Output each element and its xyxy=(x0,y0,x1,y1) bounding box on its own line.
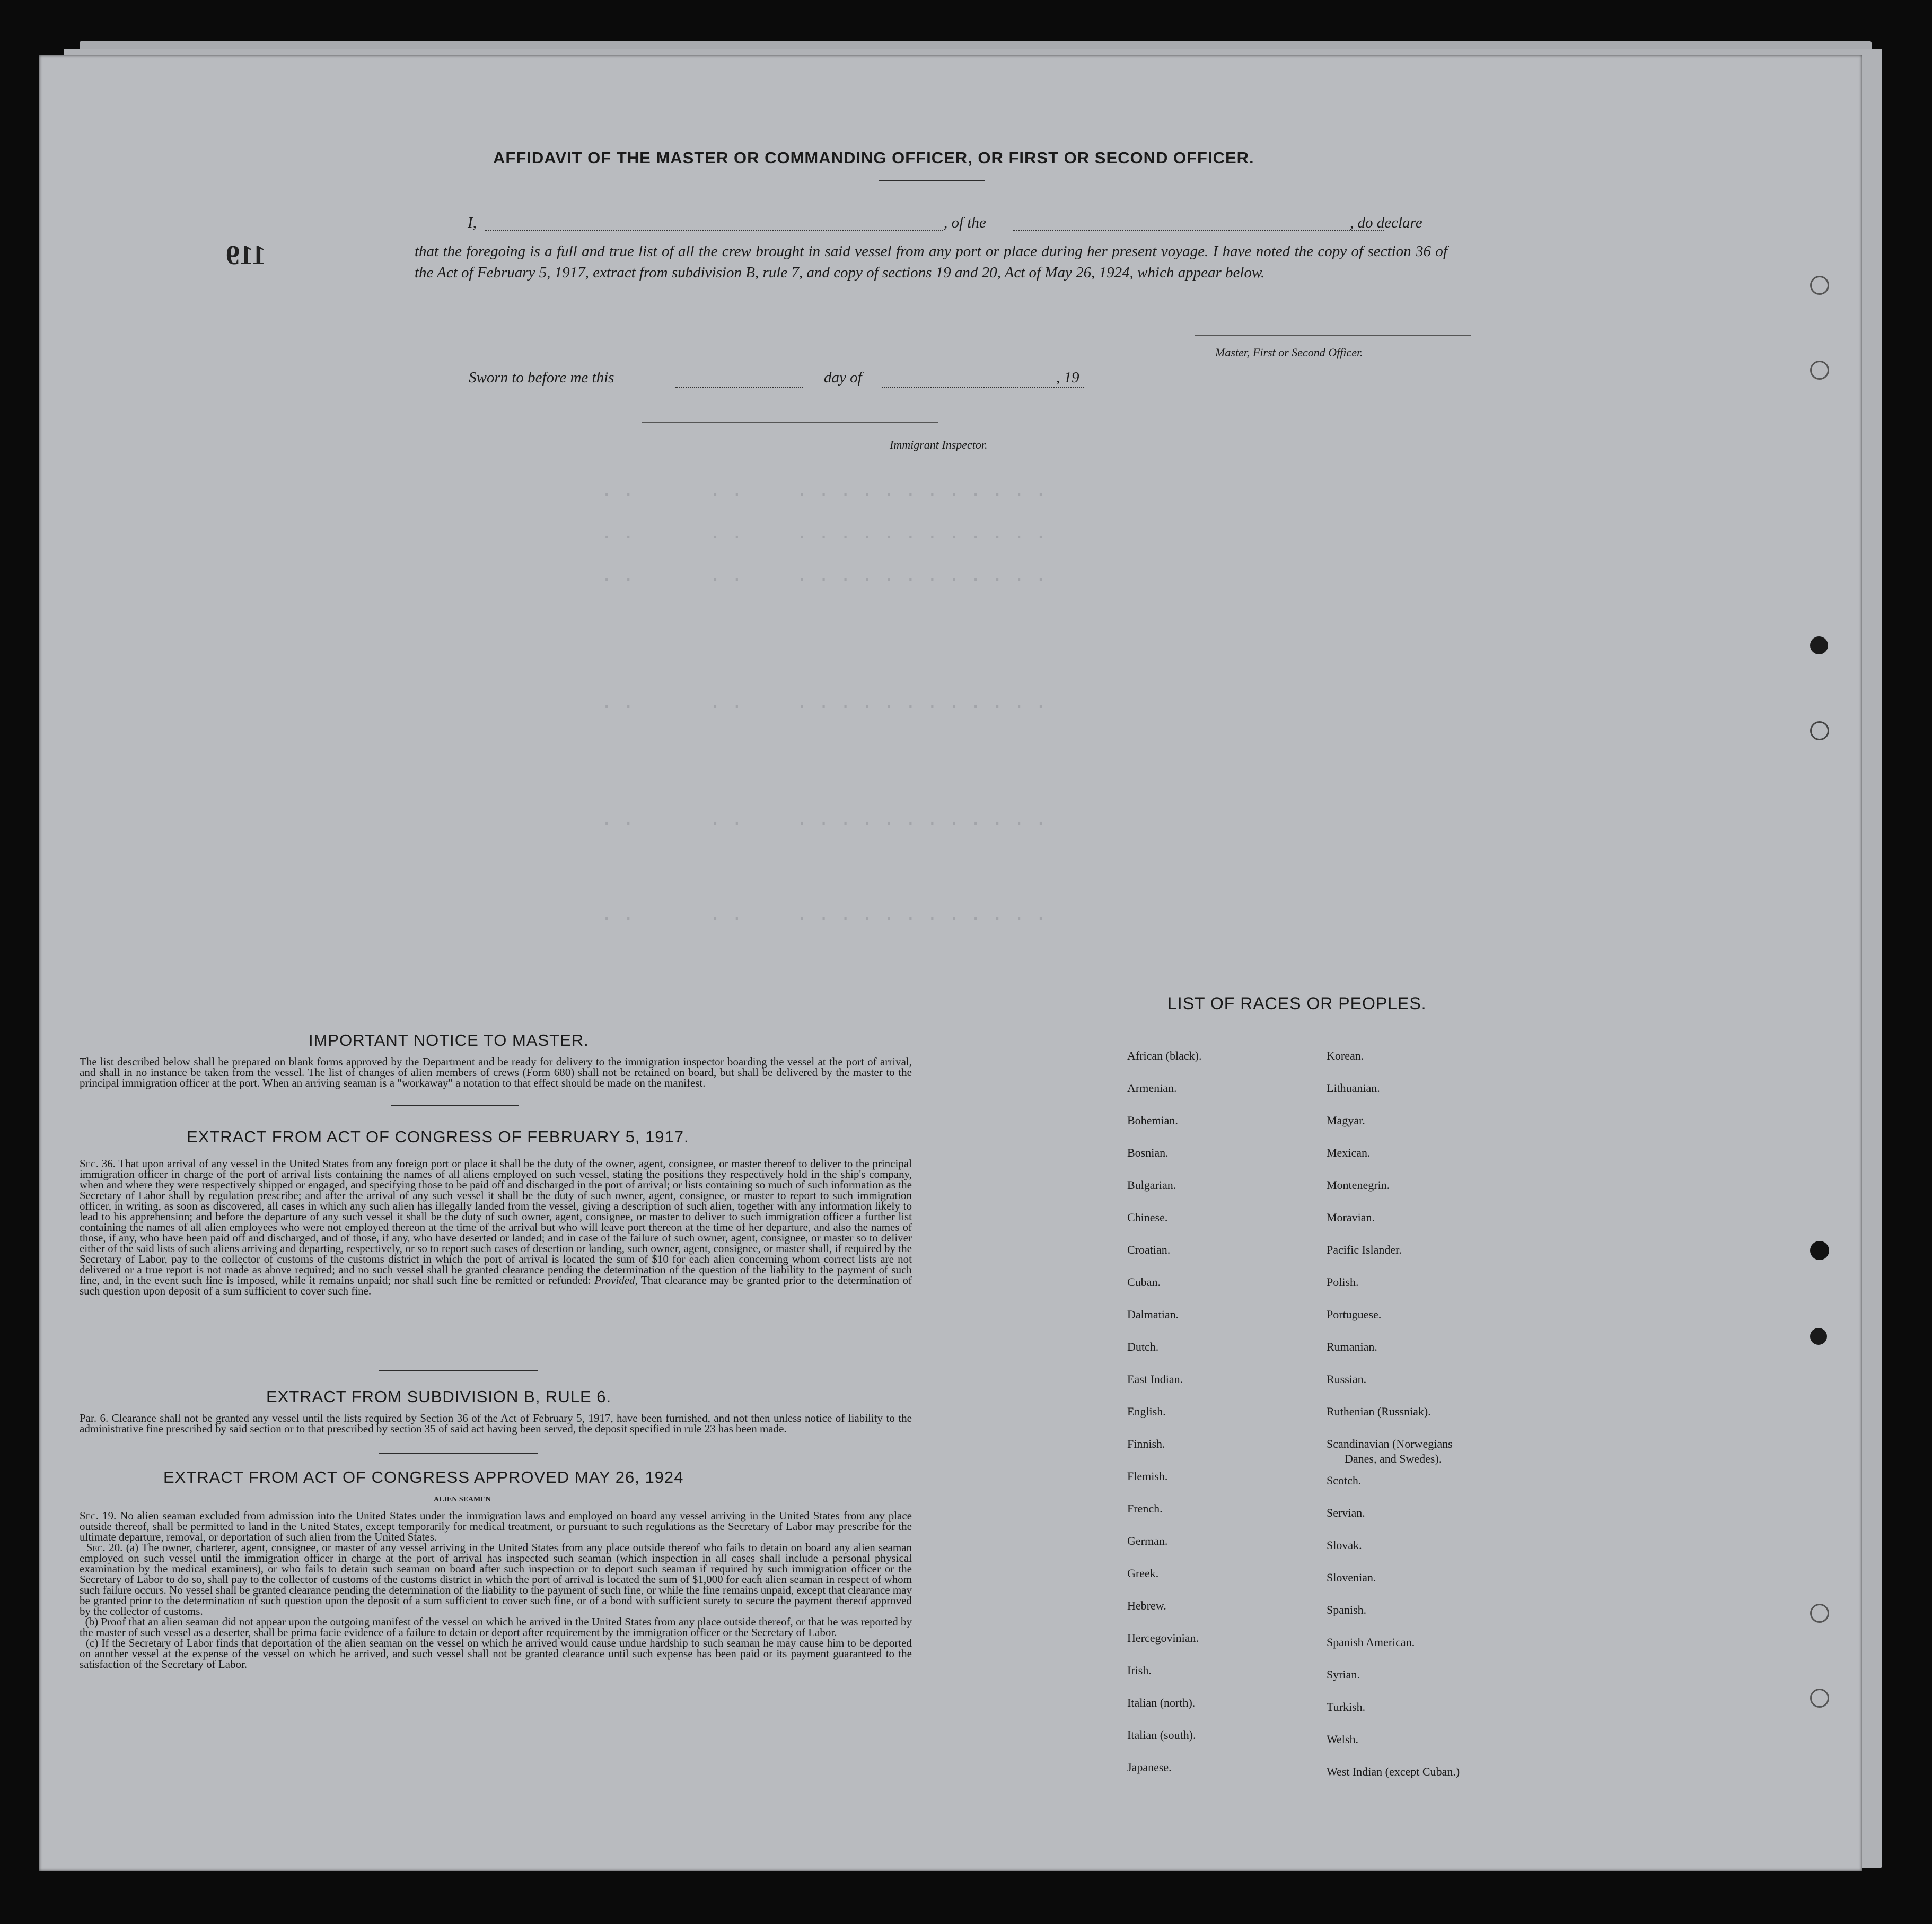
sworn-text: Sworn to before me this xyxy=(469,369,614,386)
binding-hole xyxy=(1810,1604,1829,1623)
race-item: Italian (north). xyxy=(1127,1696,1196,1709)
race-item: Bosnian. xyxy=(1127,1146,1169,1159)
divider xyxy=(379,1370,538,1371)
name-blank[interactable] xyxy=(485,230,943,231)
race-item: Moravian. xyxy=(1327,1211,1375,1224)
race-item: West Indian (except Cuban.) xyxy=(1327,1765,1460,1778)
race-item: Bohemian. xyxy=(1127,1114,1178,1127)
race-item: Spanish. xyxy=(1327,1603,1367,1616)
extract-1924-text xyxy=(80,1510,912,1669)
day-of-text: day of xyxy=(824,369,862,386)
rule-6-heading: EXTRACT FROM SUBDIVISION B, RULE 6. xyxy=(266,1387,612,1406)
race-item: Croatian. xyxy=(1127,1243,1171,1256)
race-item: French. xyxy=(1127,1502,1163,1515)
binding-hole xyxy=(1810,1689,1829,1708)
month-blank[interactable] xyxy=(882,387,1084,388)
sec-20-label: Sec. 20. xyxy=(86,1541,123,1554)
race-item: Servian. xyxy=(1327,1506,1365,1519)
race-item: Rumanian. xyxy=(1327,1340,1377,1353)
race-item: Spanish American. xyxy=(1327,1636,1415,1649)
extract-1917-heading: EXTRACT FROM ACT OF CONGRESS OF FEBRUARY 5, 1917. xyxy=(187,1127,689,1146)
race-item: Italian (south). xyxy=(1127,1728,1196,1742)
race-item: Dutch. xyxy=(1127,1340,1159,1353)
proviso-label: Provided, xyxy=(594,1274,638,1287)
race-item: Russian. xyxy=(1327,1372,1367,1386)
race-item: Slovak. xyxy=(1327,1538,1362,1552)
race-item: Bulgarian. xyxy=(1127,1178,1176,1192)
signature-caption: Master, First or Second Officer. xyxy=(1215,346,1363,359)
binding-hole xyxy=(1810,276,1829,295)
race-item: Pacific Islander. xyxy=(1327,1243,1402,1256)
notice-text: The list described below shall be prepared on blank forms approved by the Department and be ready for delivery to the immigration inspector boarding the vessel at the port of arrival, and shall in no instance be taken from the vessel. The list of changes of alien members of crews (Form 680) shall not be retained on board, but shall be delivered by the master to the principal immigration officer at the port. When an arriving seaman is a "workaway" a notation to that effect should be made on the manifest. xyxy=(80,1055,912,1089)
affidavit-of-the: , of the xyxy=(944,214,986,231)
affidavit-body: that the foregoing is a full and true list of all the crew brought in said vessel from any port or place during her present voyage. I have noted the copy of section 36 of the Act of February 5, 1917, extract from subdivision B, rule 7, and copy of sections 19 and 20, Act of May 26, 1924, which appear below. xyxy=(415,243,1447,281)
affidavit-declare: , do declare xyxy=(1350,214,1422,231)
sec-19-label: Sec. 19. xyxy=(80,1509,117,1522)
sec-36-label: Sec. 36. xyxy=(80,1157,116,1170)
year-text: , 19 xyxy=(1056,369,1079,386)
race-item: Ruthenian (Russniak). xyxy=(1327,1405,1431,1418)
document-page: . . . . . . . . . . . . . . . . . . . . . . . . . . . . . . . . . . . . . . . . . . . . . . . . . . . . . . . . . . . . . . . . . . . . . . . . . . . . . . . . . . . . . . . . . . . . . . . . AFFIDAVIT OF THE MASTER OR COMMANDING OFFICER, OR FIRST OR SECOND OFFICER. 119 I, , of the , do declare that the foregoing is a full and true list of all the crew brought in said vessel from any port or place during her present voyage. I have noted the copy of section 36 of the Act of February 5, 1917, extract from subdivision B, rule 7, and copy of sections 19 and 20, Act of May 26, 1924, which appear below. Master, First or Second Officer. Sworn to before me this day of , 19 Immigrant Inspector. IMPORTANT NOTICE TO MASTER. The list described below shall be prepared on blank forms approved by the Department and be ready for delivery to the immigration inspector boarding the vessel at the port of arrival, and shall in no instance be taken from the vessel. The list of changes of alien members of crews (Form 680) shall not be retained on board, but shall be delivered by the master to the principal immigration officer at the port. When an arriving seaman is a "workaway" a notation to that effect should be made on the manifest. EXTRACT FROM ACT OF CONGRESS OF FEBRUARY 5, 1917. Sec. 36. That upon arrival of any vessel in the United States from any foreign port or place it shall be the duty of the owner, agent, consignee, or master thereof to deliver to the principal immigration officer in charge of the port of arrival lists containing the names of all aliens employed on such vessel, stating the positions they respectively hold in the ship's company, when and where they were respectively shipped or engaged, and specifying those to be paid off and discharged in the port of arrival; or lists containing so much of such information as the Secretary of Labor shall by regulation prescribe; and after the arrival of any such vessel it shall be the duty of such owner, agent, consignee, or master to report to such immigration officer, in writing, as soon as discovered, all cases in which any such alien has illegally landed from the vessel, giving a description of such alien, together with any information likely to lead to his apprehension; and before the departure of any such vessel it shall be the duty of such owner, agent, consignee, or master to deliver to such immigration officer a further list containing the names of all alien employees who were not employed thereon at the time of the arrival but who will leave port thereon at the time of her departure, and also the names of those, if any, who have been paid off and discharged, and of those, if any, who have deserted or landed; and in case of the failure of such owner, agent, consignee, or master so to deliver either of the said lists of such aliens arriving and departing, respectively, or so to report such cases of desertion or landing, such owner, agent, consignee, or master shall, if required by the Secretary of Labor, pay to the collector of customs of the customs district in which the port of arrival is located the sum of $10 for each alien concerning whom correct lists are not delivered or a true report is not made as above required; and no such vessel shall be granted clearance pending the determination of the question of the liability to the payment of such fine, and, in the event such fine is imposed, while it remains unpaid; nor shall such fine be remitted or refunded: Provided, That clearance may be granted prior to the determination of such question upon deposit of a sum sufficient to cover such fine. EXTRACT FROM SUBDIVISION B, RULE 6. Par. 6. Clearance shall not be granted any vessel until the lists required by Section 36 of the Act of February 5, 1917, have been furnished, and not then unless notice of liability to the administrative fine prescribed by said section or to that prescribed by section 35 of said act having been served, the deposit specified in rule 23 has been made. EXTRACT FROM ACT OF CONGRESS APPROVED MAY 26, 1924 ALIEN SEAMEN Sec. 19. No alien seaman excluded from admission into the United States under the immigration laws and employed on board any vessel arriving in the United States from any place outside thereof, shall be permitted to land in the United States, except temporarily for medical treatment, or pursuant to such regulations as the Secretary of Labor may prescribe for the ultimate departure, removal, or deportation of such alien from the United States. Sec. 20. (a) The owner, charterer, agent, consignee, or master of any vessel arriving in the United States from any place outside thereof who fails to detain on board any alien seaman employed on such vessel until the immigration officer in charge at the port of arrival has inspected such seaman (which inspection in all cases shall include a personal physical examination by the medical examiners), or who fails to detain such seaman on board after such inspection or to deport such seaman if required by such immigration officer or the Secretary of Labor to do so, shall pay to the collector of customs of the customs district in which the port of arrival is located the sum of $1,000 for each alien seaman in respect of whom such failure occurs. No vessel shall be granted clearance pending the determination of the liability to the payment of such fine, or while the fine remains unpaid, except that clearance may be granted prior to the determination of such question upon the deposit of a sum sufficient to cover such fine, or of a bond with sufficient surety to secure the payment thereof approved by the collector of customs. (b) Proof that an alien seaman did not appear upon the outgoing manifest of the vessel on which he arrived in the United States from any place outside thereof, or that he was reported by the master of such vessel as a deserter, shall be prima facie evidence of a failure to detain or deport after requirement by the immigration officer or the Secretary of Labor. (c) If the Secretary of Labor finds that deportation of the alien seaman on the vessel on which he arrived would cause undue hardship to such seaman he may cause him to be deported on another vessel at the expense of the vessel on which he arrived, and such vessel shall not be granted clearance until such expense has been paid or its payment guaranteed to the satisfaction of the Secretary of Labor. LIST OF RACES OR PEOPLES. African (black). Armenian. Bohemian. Bosnian. Bulgarian. Chinese. Croatian. Cuban. Dalmatian. Dutch. East Indian. English. Finnish. Flemish. French. German. Greek. Hebrew. Hercegovinian. Irish. Italian (north). Italian (south). Japanese. Korean. Lithuanian. Magyar. Mexican. Montenegrin. Moravian. Pacific Islander. Polish. Portuguese. Rumanian. Russian. Ruthenian (Russniak). Scandinavian (Norwegians Danes, and Swedes). Scotch. Servian. Slovak. Slovenian. Spanish. Spanish American. Syrian. Turkish. Welsh. West Indian (except Cuban.) xyxy=(39,55,1862,1871)
race-item: Portuguese. xyxy=(1327,1308,1382,1321)
race-item: Korean. xyxy=(1327,1049,1364,1062)
race-item: Magyar. xyxy=(1327,1114,1365,1127)
race-item: Cuban. xyxy=(1127,1275,1161,1289)
day-blank[interactable] xyxy=(675,387,803,388)
alien-seamen-subheading: ALIEN SEAMEN xyxy=(434,1496,491,1503)
race-item: Irish. xyxy=(1127,1664,1152,1677)
race-item: Danes, and Swedes). xyxy=(1345,1452,1442,1465)
binding-hole xyxy=(1810,636,1828,654)
race-item: Armenian. xyxy=(1127,1081,1177,1095)
divider xyxy=(391,1105,519,1106)
races-heading: LIST OF RACES OR PEOPLES. xyxy=(1167,994,1427,1013)
race-item: Finnish. xyxy=(1127,1437,1165,1450)
race-item: Greek. xyxy=(1127,1567,1159,1580)
race-item: Mexican. xyxy=(1327,1146,1371,1159)
extract-1924-heading: EXTRACT FROM ACT OF CONGRESS APPROVED MAY 26, 1924 xyxy=(163,1468,684,1486)
binding-hole xyxy=(1810,721,1829,740)
race-item: Polish. xyxy=(1327,1275,1359,1289)
sec-20a-text: (a) The owner, charterer, agent, consignee, or master of any vessel arriving in the United States from any place outside thereof who fails to detain on board any alien seaman employed on such vessel until the immigration officer in charge at the port of arrival has inspected such seaman (which inspection in all cases shall include a personal physical examination by the medical examiners), or who fails to detain such seaman on board after such inspection or to deport such seaman if required by such immigration officer or the Secretary of Labor to do so, shall pay to the collector of customs of the customs district in which the port of arrival is located the sum of $1,000 for each alien seaman in respect of whom such failure occurs. No vessel shall be granted clearance pending the determination of the liability to the payment of such fine, or while the fine remains unpaid, except that clearance may be granted prior to the determination of such question upon the deposit of a sum sufficient to cover such fine, or of a bond with sufficient surety to secure the payment thereof approved by the collector of customs. xyxy=(80,1541,912,1617)
signature-line xyxy=(1195,335,1471,336)
sec-19-text: No alien seaman excluded from admission into the United States under the immigration laws and employed on board any vessel arriving in the United States from any place outside thereof, shall be permitted to land in the United States, except temporarily for medical treatment, or pursuant to such regulations as the Secretary of Labor may prescribe for the ultimate departure, removal, or deportation of such alien from the United States. xyxy=(80,1509,912,1543)
rule-6-text: Par. 6. Clearance shall not be granted any vessel until the lists required by Section 36 of the Act of February 5, 1917, have been furnished, and not then unless notice of liability to the administrative fine prescribed by said section or to that prescribed by section 35 of said act having been served, the deposit specified in rule 23 has been made. xyxy=(80,1412,912,1435)
race-item: German. xyxy=(1127,1534,1168,1547)
affidavit-i: I, xyxy=(468,214,477,231)
race-item: Hercegovinian. xyxy=(1127,1631,1199,1645)
sec-20c-text: (c) If the Secretary of Labor finds that deportation of the alien seaman on the vessel on which he arrived would cause undue hardship to such seaman he may cause him to be deported on another vessel at the expense of the vessel on which he arrived, and such vessel shall not be granted clearance until such expense has been paid or its payment guaranteed to the satisfaction of the Secretary of Labor. xyxy=(80,1637,912,1671)
race-item: Chinese. xyxy=(1127,1211,1168,1224)
affidavit-heading: AFFIDAVIT OF THE MASTER OR COMMANDING OFFICER, OR FIRST OR SECOND OFFICER. xyxy=(493,148,1254,167)
heading-rule xyxy=(879,180,985,181)
race-item: Hebrew. xyxy=(1127,1599,1166,1612)
race-item: Syrian. xyxy=(1327,1668,1360,1681)
notice-heading: IMPORTANT NOTICE TO MASTER. xyxy=(309,1031,589,1050)
race-item: Flemish. xyxy=(1127,1470,1168,1483)
binding-hole xyxy=(1810,1328,1827,1345)
extract-1917-text xyxy=(80,1158,912,1296)
race-item: Welsh. xyxy=(1327,1733,1358,1746)
binding-hole xyxy=(1810,1241,1829,1260)
binding-hole xyxy=(1810,361,1829,380)
race-item: Scandinavian (Norwegians xyxy=(1327,1437,1453,1450)
race-item: Scotch. xyxy=(1327,1474,1362,1487)
divider xyxy=(379,1453,538,1454)
inspector-caption: Immigrant Inspector. xyxy=(890,438,988,451)
proviso-text: That clearance may be granted prior to the determination of such question upon deposit of a sum sufficient to cover such fine. xyxy=(80,1274,912,1297)
race-item: Lithuanian. xyxy=(1327,1081,1380,1095)
race-item: Turkish. xyxy=(1327,1700,1366,1713)
race-item: Japanese. xyxy=(1127,1761,1172,1774)
inspector-line xyxy=(642,422,938,423)
sec-20b-text: (b) Proof that an alien seaman did not appear upon the outgoing manifest of the vessel on which he arrived in the United States from any place outside thereof, or that he was reported by the master of such vessel as a deserter, shall be prima facie evidence of a failure to detain or deport after requirement by the immigration officer or the Secretary of Labor. xyxy=(80,1615,912,1639)
race-item: African (black). xyxy=(1127,1049,1202,1062)
race-item: Dalmatian. xyxy=(1127,1308,1179,1321)
page-number: 119 xyxy=(226,240,266,270)
race-item: East Indian. xyxy=(1127,1372,1183,1386)
race-item: Slovenian. xyxy=(1327,1571,1376,1584)
race-item: Montenegrin. xyxy=(1327,1178,1390,1192)
race-item: English. xyxy=(1127,1405,1166,1418)
vessel-blank[interactable] xyxy=(1013,230,1384,231)
sec-36-text: That upon arrival of any vessel in the United States from any foreign port or place it shall be the duty of the owner, agent, consignee, or master thereof to deliver to the principal immigration officer in charge of the port of arrival lists containing the names of all aliens employed on such vessel, stating the positions they respectively hold in the ship's company, when and where they were respectively shipped or engaged, and specifying those to be paid off and discharged in the port of arrival; or lists containing so much of such information as the Secretary of Labor shall by regulation prescribe; and after the arrival of any such vessel it shall be the duty of such owner, agent, consignee, or master to report to such immigration officer, in writing, as soon as discovered, all cases in which any such alien has illegally landed from the vessel, giving a description of such alien, together with any information likely to lead to his apprehension; and before the departure of any such vessel it shall be the duty of such owner, agent, consignee, or master to deliver to such immigration officer a further list containing the names of all alien employees who were not employed thereon at the time of the arrival but who will leave port thereon at the time of her departure, and also the names of those, if any, who have been paid off and discharged, and of those, if any, who have deserted or landed; and in case of the failure of such owner, agent, consignee, or master so to deliver either of the said lists of such aliens arriving and departing, respectively, or so to report such cases of desertion or landing, such owner, agent, consignee, or master shall, if required by the Secretary of Labor, pay to the collector of customs of the customs district in which the port of arrival is located the sum of $10 for each alien concerning whom correct lists are not delivered or a true report is not made as above required; and no such vessel shall be granted clearance pending the determination of the question of the liability to the payment of such fine, and, in the event such fine is imposed, while it remains unpaid; nor shall such fine be remitted or refunded: xyxy=(80,1157,912,1287)
